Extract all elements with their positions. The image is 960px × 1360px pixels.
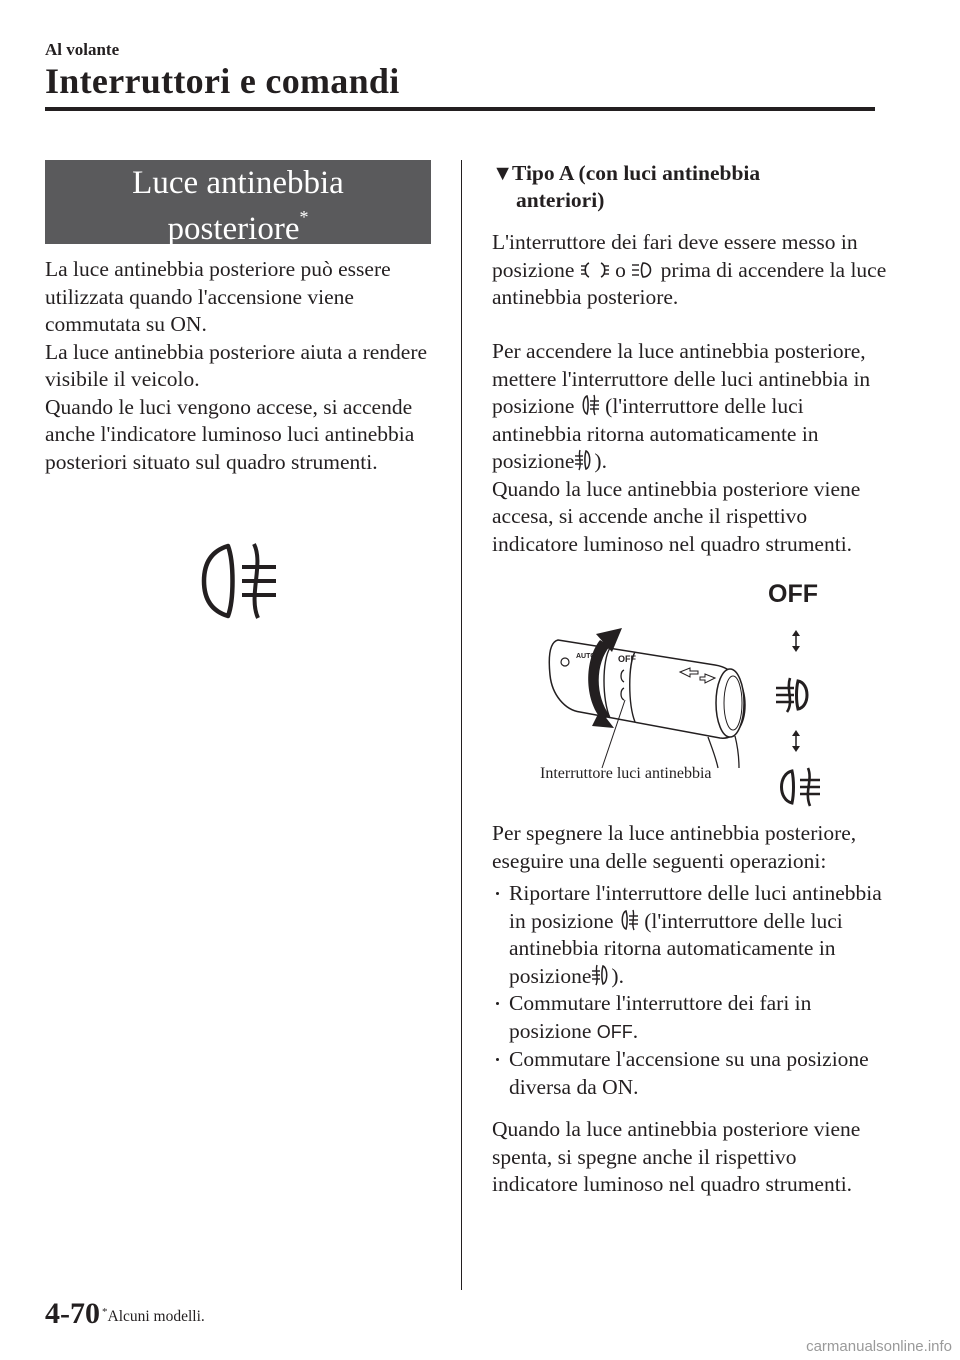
paragraph: Quando la luce antinebbia posteriore viene accesa, si accende anche il rispettivo indicatore luminoso nel quadro strumenti.	[492, 476, 861, 556]
subheading-line1: Tipo A (con luci antinebbia	[512, 161, 761, 185]
stalk-off-label: OFF	[618, 654, 636, 664]
front-fog-light-icon	[574, 449, 594, 471]
rear-fog-light-icon	[782, 768, 821, 806]
triangle-marker: ▼	[492, 161, 514, 185]
text: (l'interruttore delle luci antinebbia ritorna automaticamente in posizione	[492, 394, 819, 473]
switch-position-diagram	[770, 628, 830, 810]
text: ).	[611, 963, 624, 988]
closing-paragraph: Quando la luce antinebbia posteriore viene spenta, si spegne anche il rispettivo indicatore luminoso nel quadro strumenti.	[492, 1117, 861, 1196]
section-title-line2: posteriore	[167, 211, 300, 247]
text: (l'interruttore delle luci antinebbia ritorna automaticamente in posizione	[509, 908, 843, 988]
section-title-line1: Luce antinebbia	[132, 165, 344, 201]
list-item	[492, 990, 887, 1046]
deactivation-intro: Per spegnere la luce antinebbia posteriore, eseguire una delle seguenti operazioni:	[492, 821, 857, 873]
up-down-arrow-icon	[792, 630, 800, 652]
front-fog-light-icon	[776, 678, 807, 712]
footnote-marker: *	[102, 1306, 108, 1318]
footnote-text: Alcuni modelli.	[107, 1308, 205, 1326]
rear-fog-light-icon	[580, 394, 600, 416]
page-number: 4-70	[45, 1297, 100, 1330]
page-title: Interruttori e comandi	[45, 61, 400, 101]
parking-light-icon	[580, 260, 610, 280]
front-fog-light-icon	[591, 964, 611, 986]
rear-fog-light-icon	[619, 909, 639, 931]
text: prima di accendere la luce antinebbia posteriore.	[492, 257, 887, 309]
text: .	[632, 1018, 639, 1043]
text: Commutare l'accensione su una posizione diversa da ON.	[509, 1047, 869, 1099]
instruction-paragraph	[492, 229, 887, 312]
intro-text	[45, 256, 440, 476]
text: o	[615, 257, 626, 282]
header-rule	[45, 107, 875, 111]
up-down-arrow-icon	[792, 730, 800, 752]
subheading	[492, 160, 892, 214]
off-position-label: OFF	[768, 580, 818, 608]
off-inline-label: OFF	[596, 1021, 633, 1042]
text: Riportare l'interruttore delle luci antinebbia in posizione	[509, 881, 882, 933]
fog-light-switch-illustration	[540, 600, 750, 770]
deactivation-steps	[492, 880, 887, 1101]
paragraph: La luce antinebbia posteriore può essere utilizzata quando l'accensione viene commutata su ON.	[45, 257, 391, 336]
paragraph: La luce antinebbia posteriore aiuta a rendere visibile il veicolo.	[45, 339, 428, 391]
footnote	[102, 1306, 205, 1326]
section-heading	[45, 160, 431, 247]
stalk-auto-label: AUTO	[576, 653, 596, 660]
text: Commutare l'interruttore dei fari in posizione	[509, 991, 812, 1043]
activation-paragraph	[492, 338, 887, 558]
list-item	[492, 1046, 887, 1101]
paragraph: Quando le luci vengono accese, si accende anche l'indicatore luminoso luci antinebbia posteriori situato sul quadro strumenti.	[45, 394, 415, 474]
list-item	[492, 880, 887, 990]
column-divider	[461, 160, 462, 1290]
text: L'interruttore dei fari deve essere messo in posizione	[492, 230, 858, 282]
watermark: carmanualsonline.info	[806, 1338, 952, 1355]
breadcrumb: Al volante	[45, 40, 120, 59]
text: ).	[594, 449, 607, 473]
subheading-line2: anteriori)	[516, 188, 605, 212]
footnote-marker: *	[299, 207, 309, 227]
text: Per accendere la luce antinebbia posteriore, mettere l'interruttore delle luci antinebbia in posizione	[492, 339, 871, 418]
figure-caption: Interruttore luci antinebbia	[540, 765, 712, 782]
rear-fog-indicator-icon	[198, 540, 284, 622]
headlight-icon	[631, 260, 655, 280]
